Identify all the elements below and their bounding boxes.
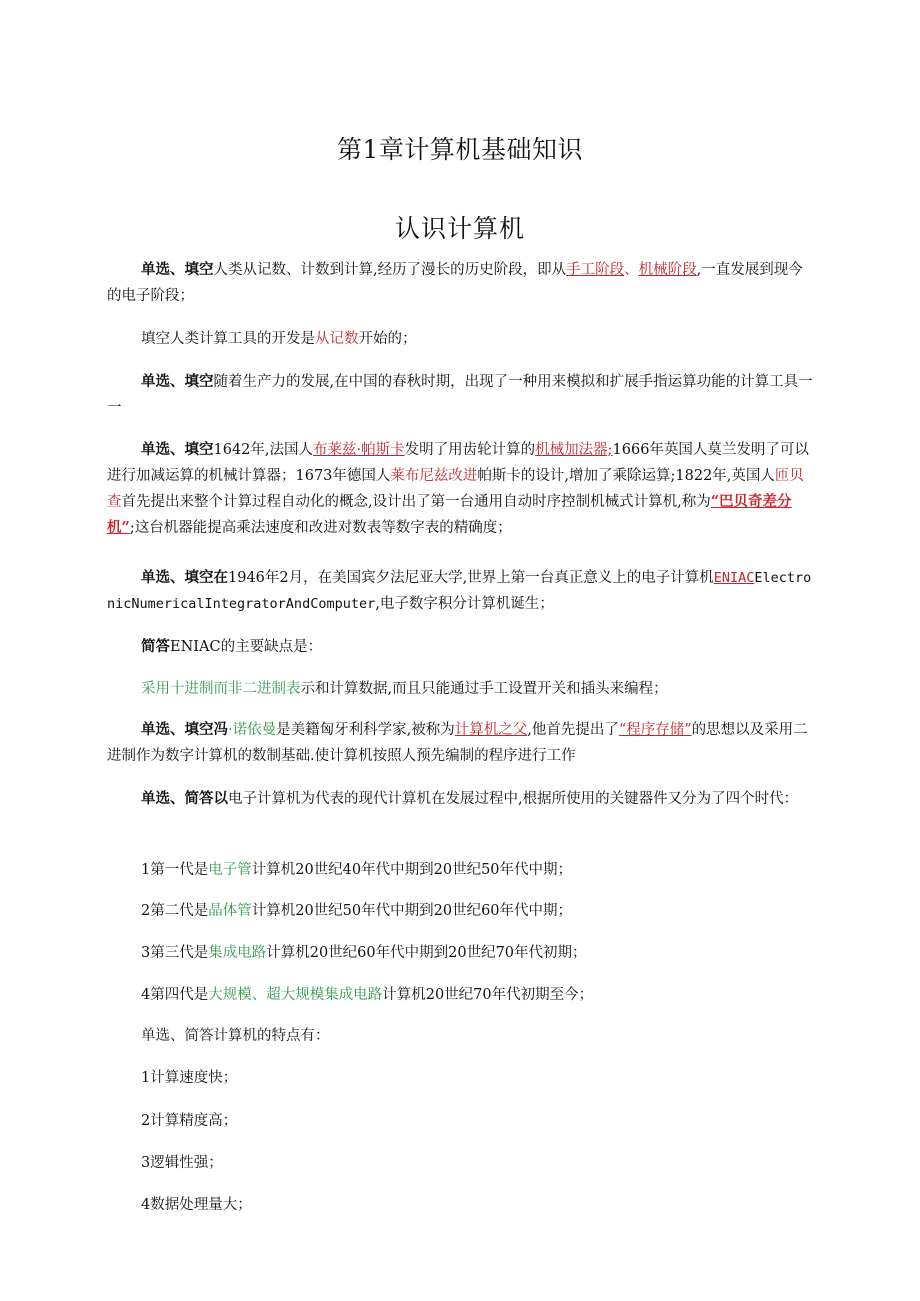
paragraph-von-neumann (107, 717, 813, 769)
list-item-gen1 (107, 857, 813, 883)
highlight-manual-stage: 手工阶段 (566, 262, 625, 278)
paragraph-features: 单选、简答计算机的特点有： (141, 1028, 330, 1044)
text: 人类从记数、计数到计算,经历了漫长的历史阶段，即从 (213, 262, 567, 278)
list-item-feature-1: 1计算速度快； (141, 1070, 238, 1086)
text: 计算机20世纪40年代中期到20世纪50年代中期； (251, 862, 573, 878)
highlight-integrated-circuit: 集成电路 (208, 945, 267, 961)
highlight-counting: 从记数 (315, 331, 359, 347)
highlight-transistor: 晶体管 (208, 903, 252, 919)
eniac-full-name: ElectronicNumericalIntegratorAndComputer (107, 570, 812, 612)
text: 开始的； (358, 331, 417, 347)
text: 电子计算机为代表的现代计算机在发展过程中,根据所使用的关键器件又分为了四个时代： (228, 791, 799, 807)
text: 1642年,法国人 (213, 442, 314, 458)
text: 人类计算工具的开发是 (170, 331, 315, 347)
paragraph-mechanical-history (107, 437, 813, 541)
text: 计算机20世纪60年代中期到20世纪70年代初期； (266, 945, 587, 961)
question-type-tag: 单选、简答以 (141, 790, 228, 807)
text: 示和计算数据,而且只能通过手工设置开关和插头来编程； (300, 681, 668, 697)
text: 发明了用齿轮计算的 (404, 442, 536, 458)
highlight-vacuum-tube: 电子管 (208, 862, 252, 878)
highlight-mechanical-adder: 机械加法器; (535, 442, 613, 458)
highlight-vlsi: 大规模、超大规模集成电路 (208, 987, 383, 1003)
question-type-tag: 单选、填空 (141, 441, 214, 458)
highlight-von-neumann: ·诺依曼 (228, 722, 277, 738)
paragraph-origin (107, 326, 813, 352)
paragraph-abacus (107, 369, 813, 421)
highlight-eniac: ENIAC (713, 570, 755, 586)
text: 帕斯卡的设计,增加了乘除运算;1822年,英国人 (477, 468, 775, 484)
list-item-feature-2: 2计算精度高； (141, 1113, 238, 1129)
separator: 、 (624, 262, 639, 278)
text: ,他首先提出了 (527, 722, 619, 738)
text: ,电子数字积分计算机诞生； (375, 596, 554, 612)
highlight-father-of-computer: 计算机之父 (454, 722, 528, 738)
list-item-gen4 (107, 982, 813, 1008)
list-item-feature-3: 3逻辑性强； (141, 1155, 223, 1171)
text: 3第三代是 (141, 945, 209, 961)
text: 是美籍匈牙利科学家,被称为 (276, 722, 455, 738)
text: 计算机20世纪70年代初期至今； (382, 987, 594, 1003)
section-title: 认识计算机 (394, 214, 525, 243)
paragraph-generations (107, 786, 813, 812)
text: ENIAC的主要缺点是： (170, 639, 323, 655)
highlight-decimal: 采用十进制而非二进制表 (141, 681, 301, 697)
text: 1第一代是 (141, 862, 209, 878)
question-type-tag: 单选、填空 (141, 261, 214, 278)
highlight-mechanical-stage: 机械阶段 (638, 262, 697, 278)
text: 4第四代是 (141, 987, 209, 1003)
highlight-pascal: 布莱兹·帕斯卡 (313, 442, 405, 458)
paragraph-eniac (107, 565, 813, 617)
list-item-gen2 (107, 898, 813, 924)
question-type-tag: 简答 (141, 638, 170, 655)
text: ;这台机器能提高乘法速度和改进对数表等数字表的精确度； (129, 520, 512, 536)
text: 首先提出来整个计算过程自动化的概念,设计出了第一台通用自动时序控制机械式计算机,称为 (121, 494, 711, 510)
chapter-title: 第1章计算机基础知识 (337, 135, 583, 164)
highlight-difference-engine: “巴贝奇差分机” (107, 493, 792, 536)
text: 2第二代是 (141, 903, 209, 919)
text: 1666年英国人莫兰发明了可以进行加减运算的机械计算器；1673年德国人 (107, 442, 809, 484)
list-item-gen3 (107, 940, 813, 966)
question-type-tag: 填空 (141, 331, 170, 347)
text: 的思想以及采用二进制作为数字计算机的数制基础.使计算机按照人预先编制的程序进行工作 (107, 722, 808, 764)
highlight-babbage: 匝贝查 (107, 468, 804, 510)
question-type-tag: 单选、填空在 (141, 569, 228, 586)
highlight-stored-program: “程序存储” (618, 722, 692, 738)
text: 随着生产力的发展,在中国的春秋时期，出现了一种用来模拟和扩展手指运算功能的计算工具一一 (107, 374, 813, 416)
highlight-leibniz: 莱布尼兹改进 (390, 468, 478, 484)
paragraph-eniac-flaw-answer (107, 676, 813, 702)
text: 计算机20世纪50年代中期到20世纪60年代中期； (251, 903, 573, 919)
paragraph-stages (107, 257, 813, 309)
question-type-tag: 单选、填空 (141, 373, 214, 390)
text: ,一直发展到现今的电子阶段； (107, 262, 803, 304)
list-item-feature-4: 4数据处理量大； (141, 1197, 252, 1213)
question-type-tag: 单选、填空冯 (141, 721, 228, 738)
text: 1946年2月，在美国宾夕法尼亚大学,世界上第一台真正意义上的电子计算机 (228, 570, 714, 586)
paragraph-eniac-flaw-question (107, 634, 813, 660)
